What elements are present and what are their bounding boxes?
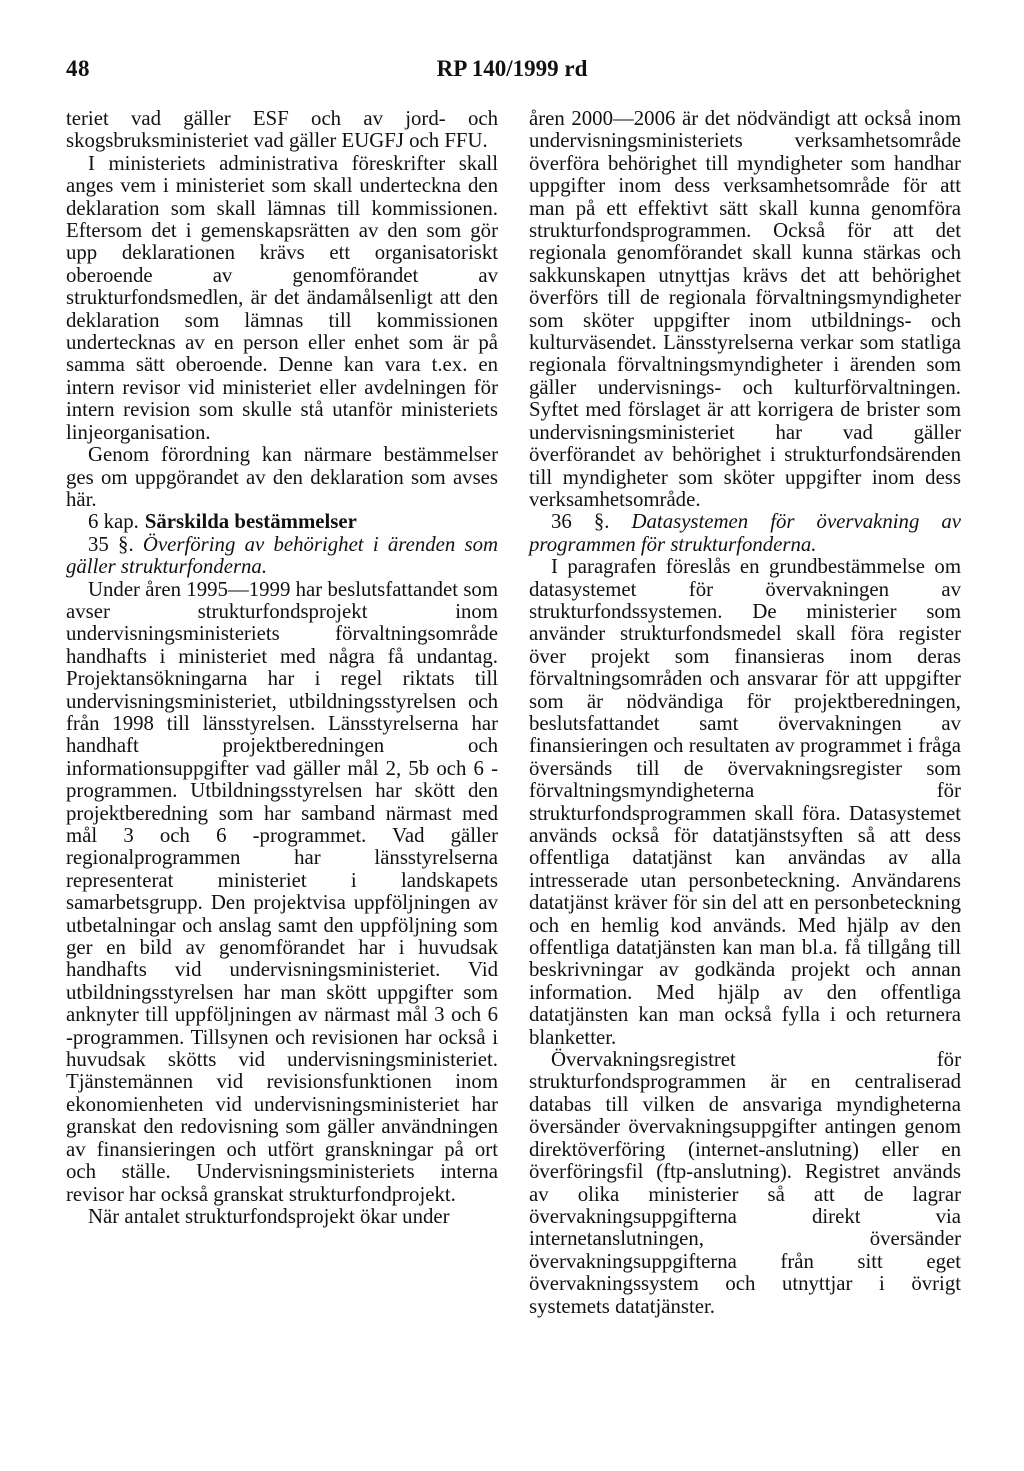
left-column <box>66 108 498 1228</box>
chapter-heading <box>66 511 498 533</box>
chapter-number: 6 kap. <box>88 510 139 534</box>
paragraph: Under åren 1995—1999 har beslutsfattandet som avser strukturfondsprojekt inom undervisningsministeriets förvaltningsområde handhafts i ministeriet med några få undantag. Projektansökningarna har i regel riktats till undervisningsministeriet, utbildningsstyrelsen och från 1998 till länsstyrelsen. Länsstyrelserna har handhaft projektberedningen och informationsuppgifter vad gäller mål 2, 5b och 6 -programmen. Utbildningsstyrelsen har skött den projektberedning som har samband närmast med mål 3 och 6 -programmet. Vad gäller regionalprogrammen har länsstyrelserna representerat ministeriet i landskapets samarbetsgrupp. Den projektvisa uppföljningen av utbetalningar och anslag samt den uppföljning som ger en bild av genomförandet har i huvudsak handhafts vid undervisningsministeriet. Vid utbildningsstyrelsen har man skött uppgifter som anknyter till uppföljningen av närmast mål 3 och 6 -programmen. Tillsynen och revisionen har också i huvudsak skötts vid undervisningsministeriet. Tjänstemännen vid revisionsfunktionen inom ekonomienheten vid undervisningsministeriet har granskat den redovisning som gäller användningen av finansieringen och utfört granskningar på ort och ställe. Undervisningsministeriets interna revisor har också granskat strukturfondprojekt. <box>66 577 498 1206</box>
paragraph: I paragrafen föreslås en grundbestämmelse om datasystemet för övervakningen av strukturfondssystemen. De ministerier som använder strukturfondsmedel skall föra register över projekt som finansieras inom deras förvaltningsområden och ansvarar för att uppgifter som är nödvändiga för projektberedningen, beslutsfattandet samt övervakningen av finansieringen och resultaten av programmet i fråga översänds till de övervakningsregister som förvaltningsmyndigheterna för strukturfondsprogrammen skall föra. Datasystemet används också för datatjänstsyften så att dess offentliga datatjänst kan användas av alla intresserade utan personbeteckning. Användarens datatjänst kräver för sin del att en personbeteckning och en hemlig kod används. Med hjälp av den offentliga datatjänsten kan man bl.a. få tillgång till beskrivningar av godkända projekt och annan information. Med hjälp av den offentliga datatjänsten kan man också fylla i och returnera blanketter. <box>529 555 961 1049</box>
paragraph: Genom förordning kan närmare bestämmelser ges om uppgörandet av den deklaration som avses här. <box>66 443 498 511</box>
paragraph: teriet vad gäller ESF och av jord- och skogsbruksministeriet vad gäller EUGFJ och FFU. <box>66 107 498 153</box>
section-title: Datasystemen för övervakning av programmen för strukturfonderna. <box>529 510 962 556</box>
section-title: Överföring av behörighet i ärenden som gäller strukturfonderna. <box>66 532 499 579</box>
paragraph: När antalet strukturfondsprojekt ökar under <box>88 1204 450 1228</box>
section-number: 35 §. <box>88 532 134 556</box>
section-heading <box>529 511 961 556</box>
paragraph: Övervakningsregistret för strukturfondsprogrammen är en centraliserad databas till vilken de ansvariga myndigheterna översänder övervakningsuppgifter antingen genom direktöverföring (internet-anslutning) eller en överföringsfil (ftp-anslutning). Registret används av olika ministerier så att de lagrar övervakningsuppgifterna direkt via internetanslutningen, översänder övervakningsuppgifterna från sitt eget övervakningssystem och utnyttjar i övrigt systemets datatjänster. <box>529 1048 961 1318</box>
section-number: 36 §. <box>551 510 610 534</box>
chapter-title: Särskilda bestämmelser <box>144 510 357 534</box>
section-heading <box>66 534 498 579</box>
paragraph: I ministeriets administrativa föreskrifter skall anges vem i ministeriet som skall underteckna den deklaration som skall lämnas till kommissionen. Eftersom det i gemenskapsrätten av den som gör upp deklarationen krävs ett organisatoriskt oberoende av genomförandet av strukturfondsmedlen, är det ändamålsenligt att den deklaration som lämnas till kommissionen undertecknas av en person eller enhet som är på samma sätt oberoende. Denne kan vara t.ex. en intern revisor vid ministeriet eller avdelningen för intern revision som skulle stå utanför ministeriets linjeorganisation. <box>66 151 498 444</box>
page-number: 48 <box>66 56 90 81</box>
paragraph: åren 2000—2006 är det nödvändigt att också inom undervisningsministeriets verksamhetsområde överföra behörighet till myndigheter som handhar uppgifter inom dess verksamhetsområde för att man på ett effektivt sätt skall kunna genomföra strukturfondsprogrammen. Också för att det regionala genomförandet skall kunna stärkas och sakkunskapen utnyttjas krävs det att behörighet överförs till de regionala förvaltningsmyndigheter som sköter uppgifter inom utbildnings- och kulturväsendet. Länsstyrelserna verkar som statliga regionala förvaltningsmyndigheter i ärenden som gäller undervisnings- och kulturförvaltningen. Syftet med förslaget är att korrigera de brister som undervisningsministeriet har vad gäller överförandet av behörighet i strukturfondsärenden till myndigheter som sköter uppgifter inom dess verksamhetsområde. <box>529 107 961 511</box>
running-title: RP 140/1999 rd <box>436 56 588 81</box>
right-column <box>529 108 961 1318</box>
